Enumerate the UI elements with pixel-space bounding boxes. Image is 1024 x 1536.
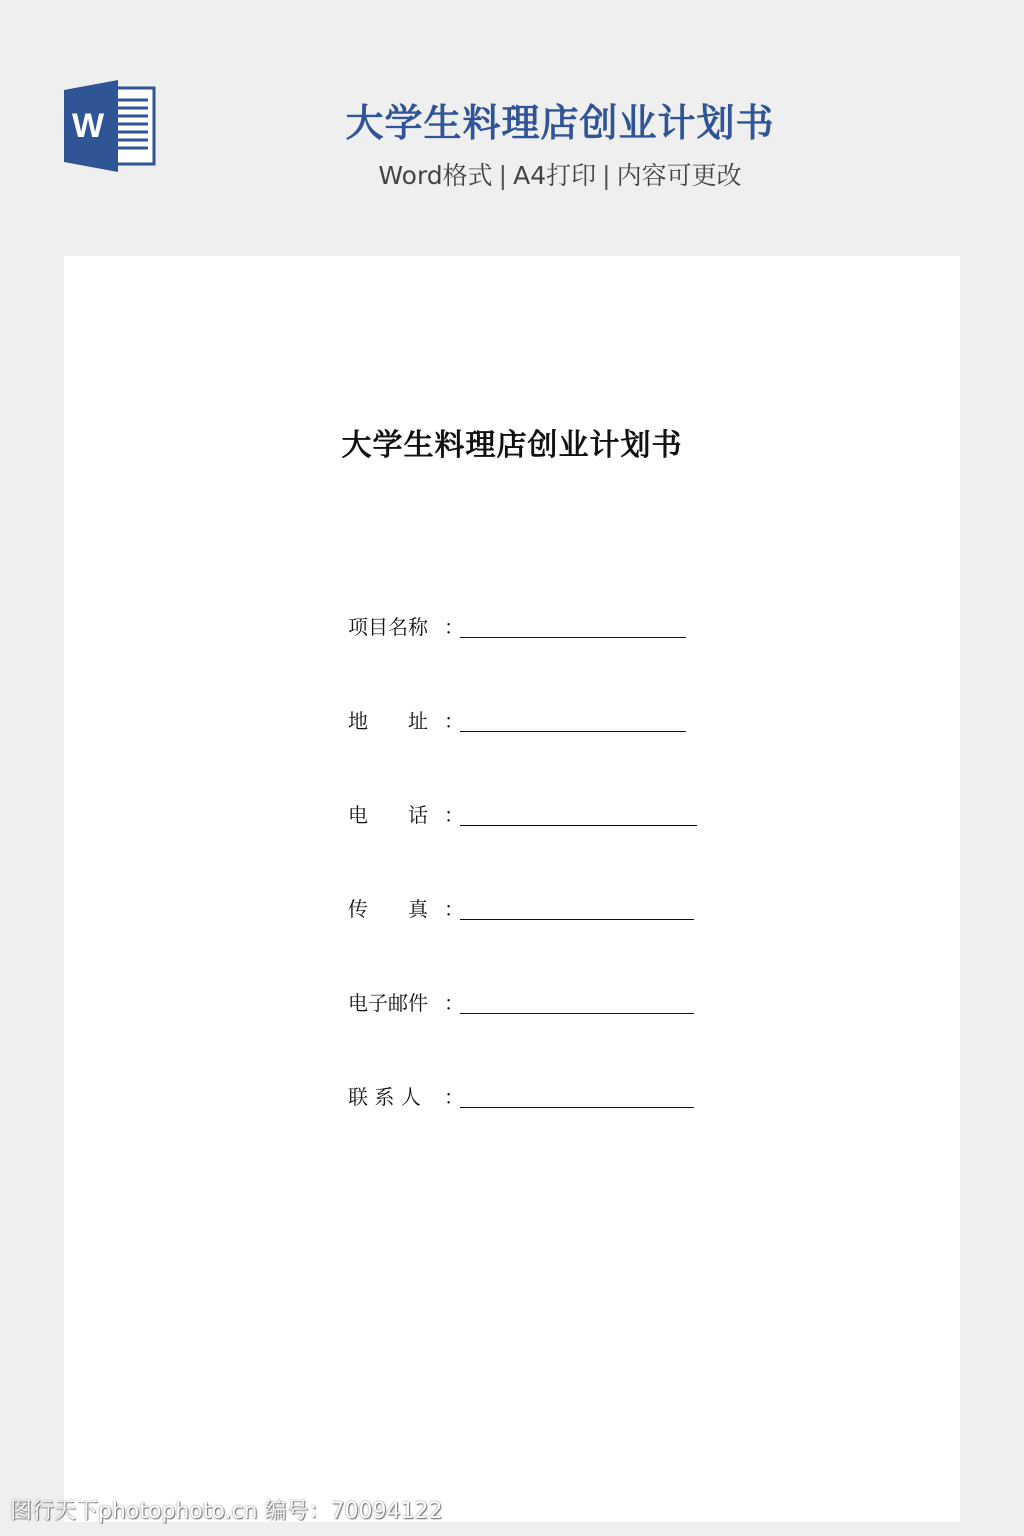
field-label: 电子邮件 xyxy=(348,991,428,1015)
project-name-blank[interactable] xyxy=(460,613,686,638)
field-address xyxy=(348,702,686,734)
subtitle-print: A4打印 xyxy=(513,161,597,190)
field-fax xyxy=(348,890,694,922)
document-title: 大学生料理店创业计划书 xyxy=(341,428,683,463)
field-colon: ： xyxy=(444,991,464,1015)
field-label: 电 话 xyxy=(348,803,428,827)
field-phone xyxy=(348,796,697,828)
fax-blank[interactable] xyxy=(460,895,694,920)
document-page xyxy=(64,256,960,1522)
subtitle-separator: | xyxy=(498,161,508,190)
field-label: 项目名称 xyxy=(348,615,428,639)
word-icon-letter: W xyxy=(71,107,105,145)
field-label: 地 址 xyxy=(348,709,428,733)
field-colon: ： xyxy=(444,897,464,921)
field-label: 联 系 人 xyxy=(348,1085,421,1109)
field-colon: ： xyxy=(444,615,464,639)
word-icon xyxy=(64,80,158,172)
contact-blank[interactable] xyxy=(460,1083,694,1108)
field-label: 传 真 xyxy=(348,897,428,921)
subtitle-format: Word格式 xyxy=(378,161,493,190)
field-colon: ： xyxy=(444,709,464,733)
field-colon: ： xyxy=(444,803,464,827)
subtitle-separator: | xyxy=(602,161,611,190)
banner-title: 大学生料理店创业计划书 xyxy=(345,101,775,145)
field-project-name xyxy=(348,608,686,640)
field-colon: ： xyxy=(444,1085,464,1109)
phone-blank[interactable] xyxy=(460,801,697,826)
field-email xyxy=(348,984,694,1016)
field-contact xyxy=(348,1078,694,1110)
email-blank[interactable] xyxy=(460,989,694,1014)
banner-subtitle xyxy=(260,156,860,192)
watermark: 图行天下photophoto.cn 编号：70094122 xyxy=(10,1499,443,1524)
subtitle-editable: 内容可更改 xyxy=(616,161,742,190)
address-blank[interactable] xyxy=(460,707,686,732)
